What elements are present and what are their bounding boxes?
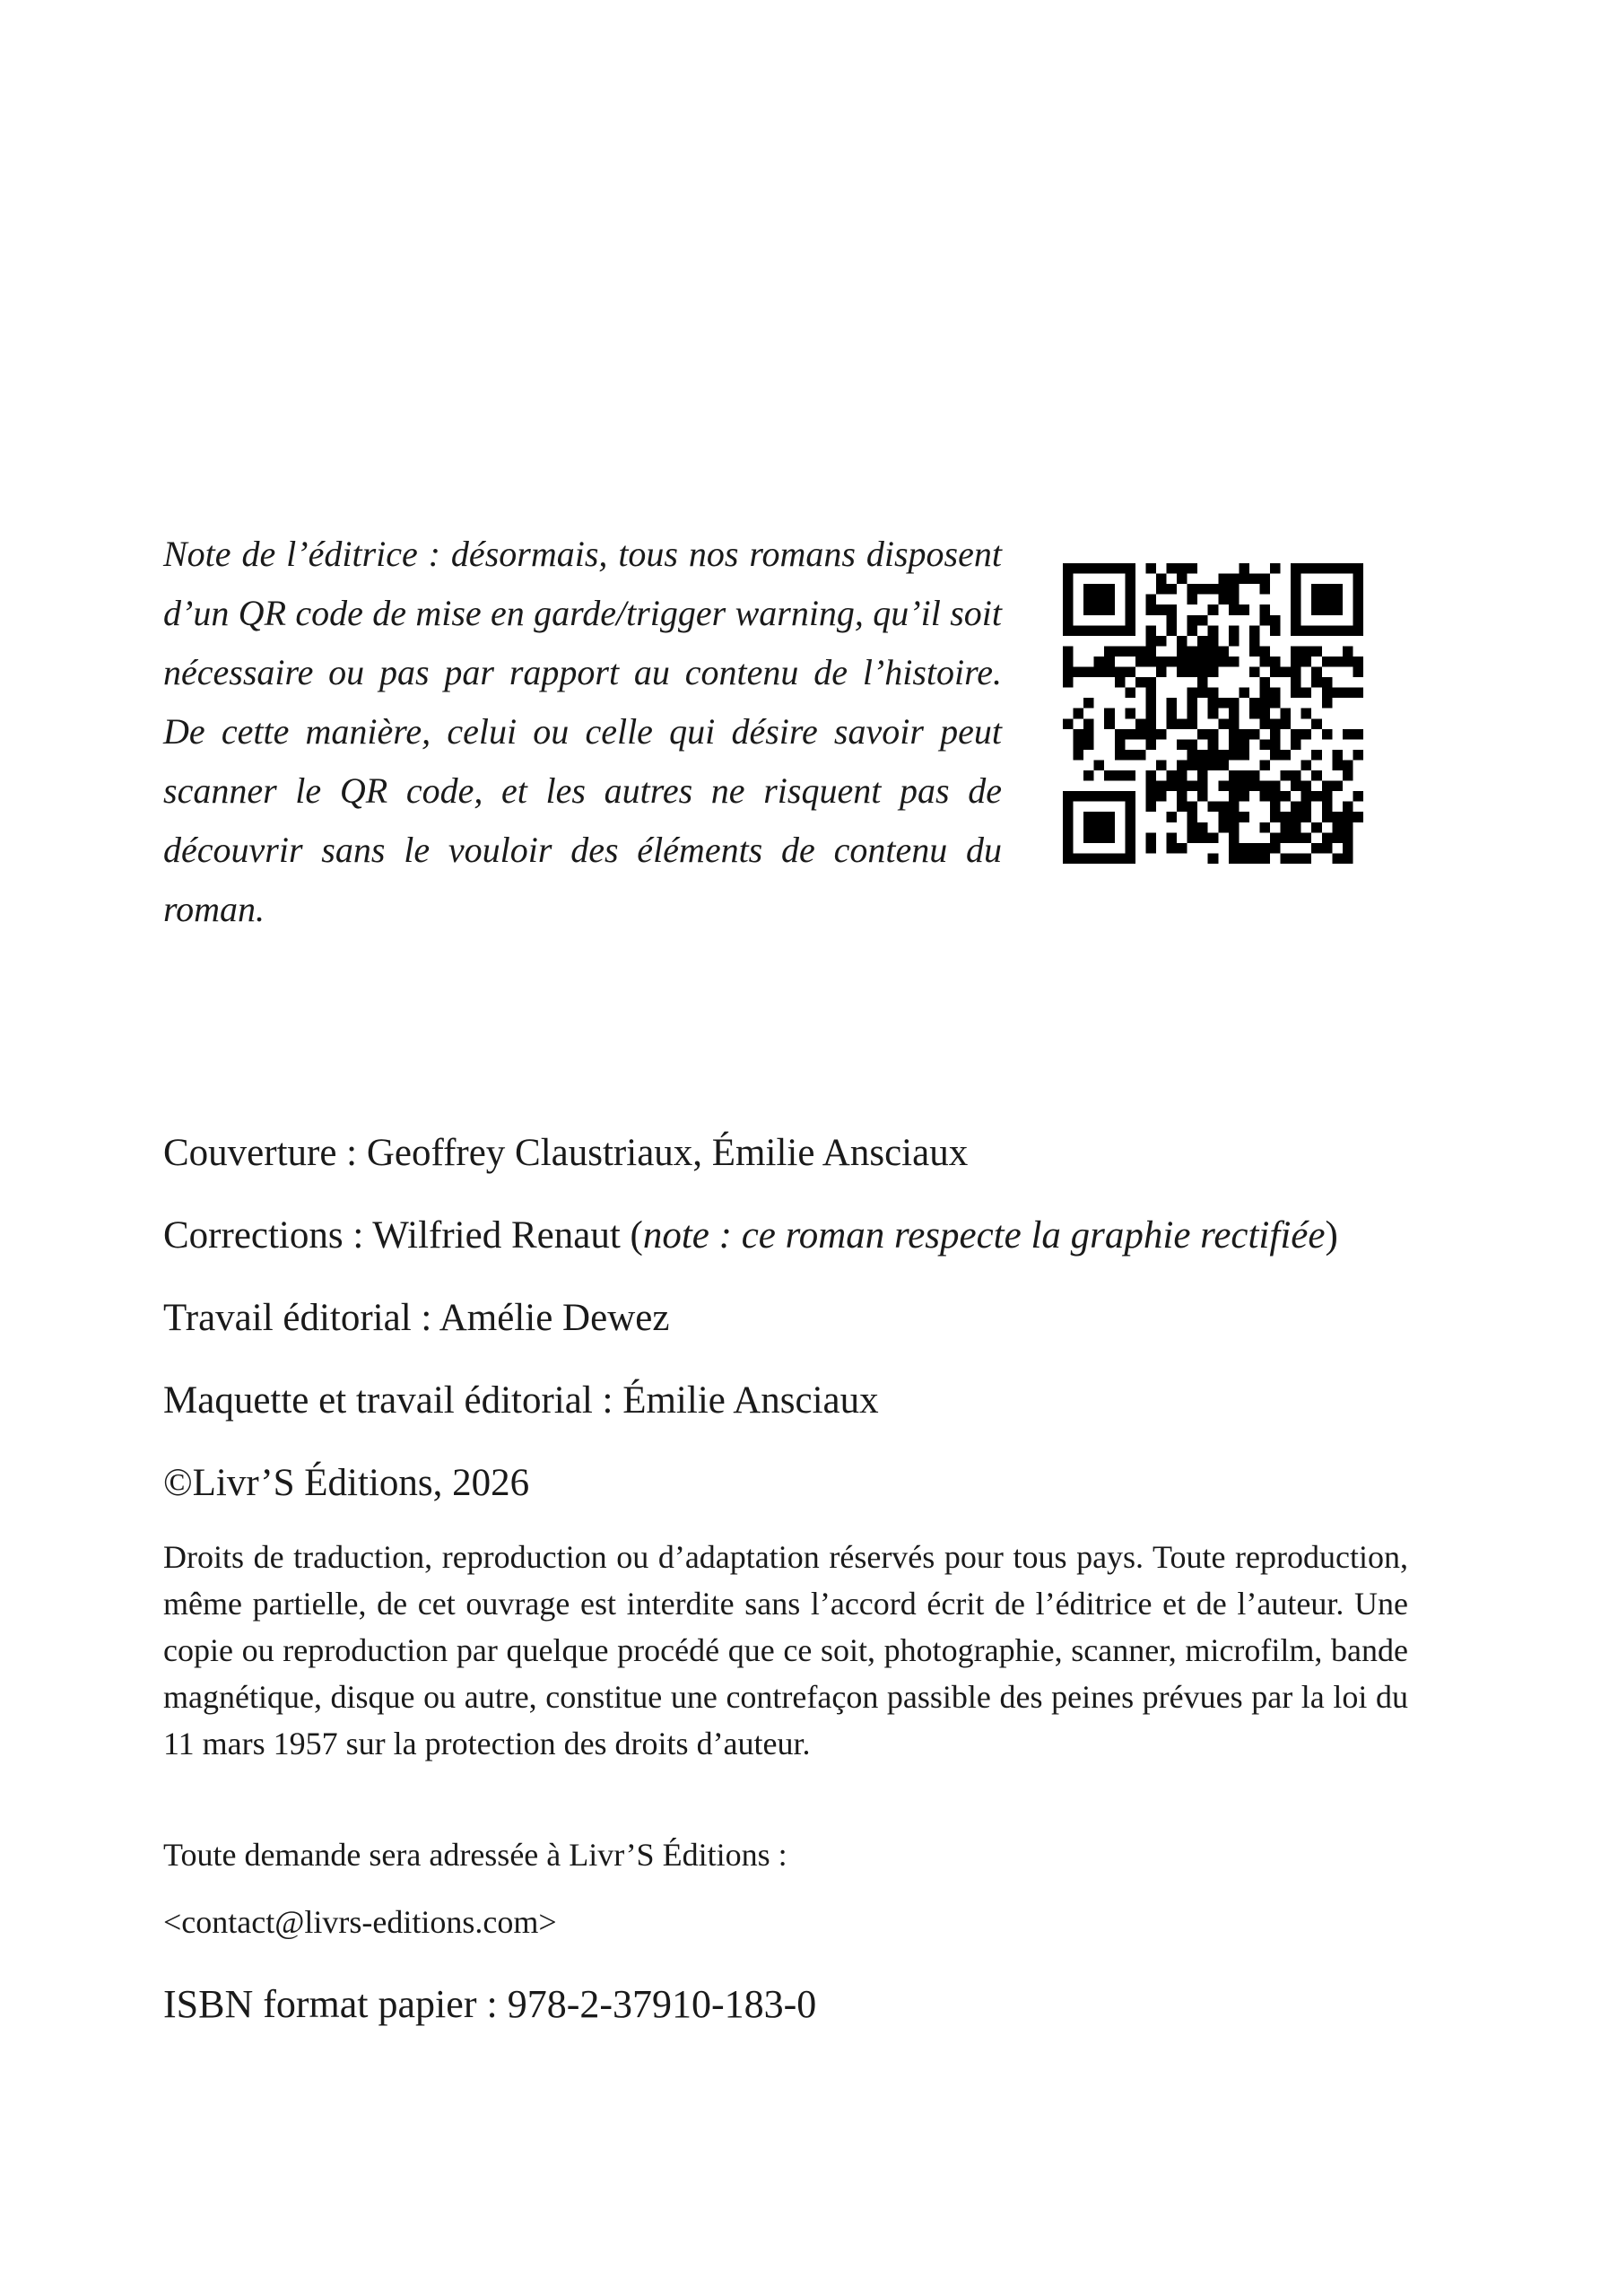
layout-credit: Maquette et travail éditorial : Émilie Ansciaux [163, 1379, 879, 1422]
request-line: Toute demande sera adressée à Livr’S Éditions : [163, 1837, 787, 1873]
corrections-close-paren: ) [1325, 1214, 1338, 1257]
qr-code-graphic [1063, 563, 1363, 864]
cover-credit: Couverture : Geoffrey Claustriaux, Émilie Ansciaux [163, 1132, 969, 1174]
corrections-note: note : ce roman respecte la graphie rectifiée [642, 1214, 1326, 1257]
corrections-label: Corrections : Wilfried Renaut ( [163, 1214, 643, 1257]
editor-note: Note de l’éditrice : désormais, tous nos romans disposent d’un QR code de mise en garde/trigger warning, qu’il soit nécessaire ou pas par rapport au contenu de l’histoire. De cette manière, celui ou celle qui désire savoir peut scanner le QR code, et les autres ne risquent pas de découvrir sans le vouloir des éléments de contenu du roman. [163, 534, 1002, 929]
isbn-line: ISBN format papier : 978-2-37910-183-0 [163, 1982, 817, 2026]
qr-code-icon[interactable] [1063, 563, 1363, 864]
contact-email[interactable]: <contact@livrs-editions.com> [163, 1904, 557, 1940]
editorial-credit: Travail éditorial : Amélie Dewez [163, 1297, 670, 1339]
corrections-credit [163, 1213, 1338, 1259]
rights-notice: Droits de traduction, reproduction ou d’adaptation réservés pour tous pays. Toute reproduction, même partielle, de cet ouvrage est interdite sans l’accord écrit de l’éditrice et de l’auteur. Une copie ou reproduction par quelque procédé que ce soit, photographie, scanner, microfilm, bande magnétique, disque ou autre, constitue une contrefaçon passible des peines prévues par la loi du 11 mars 1957 sur la protection des droits d’auteur. [163, 1539, 1408, 1761]
copyright-line: ©Livr’S Éditions, 2026 [163, 1462, 530, 1504]
